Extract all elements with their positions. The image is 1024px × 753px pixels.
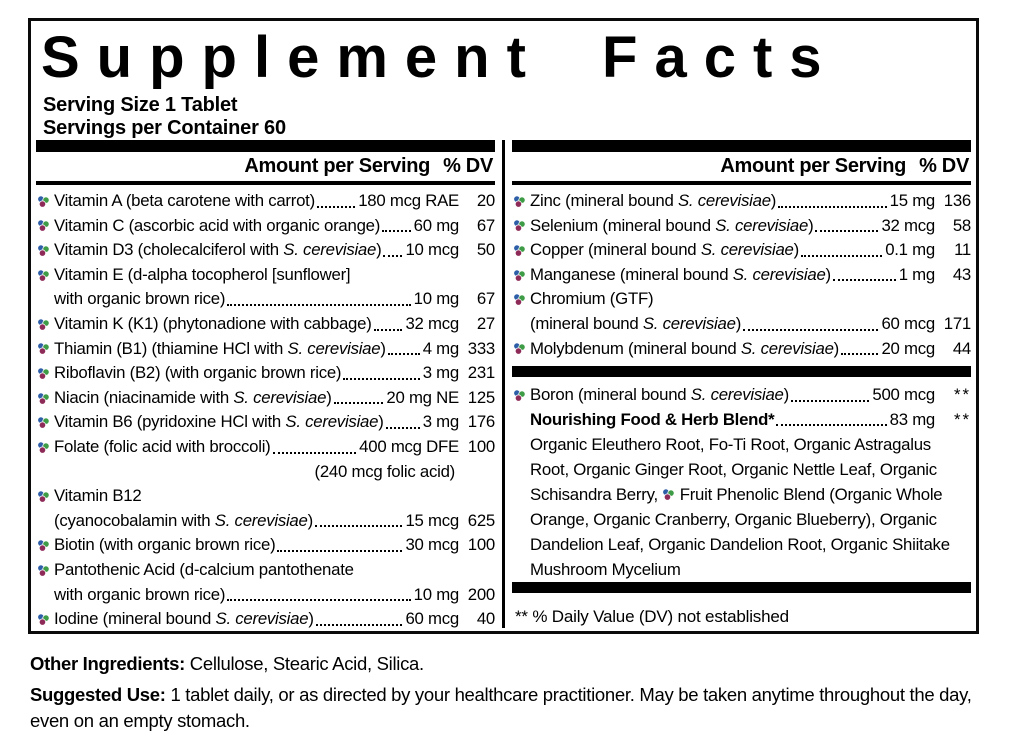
column-header: [512, 152, 971, 181]
dv-header: % DV: [919, 155, 969, 177]
dv-value: 176: [467, 412, 495, 432]
header-bar: [512, 140, 971, 152]
amount-value: 10 mg: [413, 289, 459, 309]
nutrient-name: with organic brown rice): [54, 584, 226, 604]
nutrient-row: [512, 337, 971, 362]
amount-value: 10 mcg: [405, 240, 459, 260]
dot-leader: [277, 550, 402, 552]
dv-value: 50: [476, 240, 495, 260]
brand-tricolor-icon: [37, 367, 50, 380]
dv-value: 100: [467, 436, 495, 456]
brand-tricolor-icon: [513, 269, 526, 282]
nutrient-row: [36, 361, 495, 386]
brand-tricolor-icon: [513, 342, 526, 355]
dot-leader: [388, 353, 420, 355]
nutrient-row: [512, 214, 971, 239]
suggested-use-text: 1 tablet daily, or as directed by your healthcare practitioner. May be taken anytime throughout the day, even on an empty stomach.: [30, 684, 972, 731]
dot-leader: [382, 230, 411, 232]
nutrient-column-right: [512, 140, 971, 628]
nutrient-name: Boron (mineral bound S. cerevisiae): [530, 385, 789, 405]
brand-tricolor-icon: [513, 219, 526, 232]
dv-value: 27: [476, 313, 495, 333]
dv-value: 67: [476, 289, 495, 309]
amount-value: 60 mcg: [881, 313, 935, 333]
other-ingredients-label: Other Ingredients:: [30, 653, 185, 674]
nutrient-row: [512, 383, 971, 408]
serving-info: [31, 94, 976, 141]
brand-tricolor-icon: [37, 318, 50, 331]
amount-value: 180 mcg RAE: [358, 191, 459, 210]
nutrient-name: Vitamin A (beta carotene with carrot): [54, 191, 315, 210]
nutrient-row: [36, 558, 495, 583]
nutrient-name: Niacin (niacinamide with S. cerevisiae): [54, 387, 332, 407]
nutrient-name: with organic brown rice): [54, 289, 226, 309]
servings-per-container: Servings per Container 60: [43, 117, 286, 140]
dot-leader: [315, 525, 403, 527]
nutrient-name: Iodine (mineral bound S. cerevisiae): [54, 609, 314, 629]
nutrient-name: Biotin (with organic brown rice): [54, 535, 276, 555]
dv-footnote: ** % Daily Value (DV) not established: [515, 607, 789, 627]
dv-header: % DV: [443, 155, 493, 177]
dv-value: 231: [467, 363, 495, 383]
bottom-notes: [30, 651, 978, 739]
supplement-facts-panel: [28, 18, 979, 634]
amount-value: 60 mcg: [405, 609, 459, 629]
amount-value: 83 mg: [889, 409, 935, 429]
nutrient-row: [36, 509, 495, 534]
brand-tricolor-icon: [513, 244, 526, 257]
nutrient-row: [512, 189, 971, 214]
dot-leader: [343, 378, 419, 380]
nutrient-row: [36, 484, 495, 509]
dot-leader: [334, 402, 384, 404]
nutrient-rows-right: [512, 188, 971, 631]
nutrient-row: [512, 408, 971, 433]
nutrient-row: [36, 189, 495, 214]
brand-tricolor-icon: [37, 416, 50, 429]
amount-value: 30 mcg: [405, 535, 459, 555]
dv-value: 136: [943, 191, 971, 210]
dv-value: 44: [952, 338, 971, 358]
dot-leader: [374, 329, 403, 331]
amount-value: 0.1 mg: [885, 240, 935, 260]
nutrient-name: Vitamin B6 (pyridoxine HCl with S. cerevisiae): [54, 412, 384, 432]
nutrient-name: Vitamin B12: [54, 486, 142, 506]
panel-title: Supplement Facts: [41, 25, 839, 90]
nutrient-row: [512, 312, 971, 337]
amount-value: 1 mg: [898, 264, 935, 284]
amount-value: 15 mcg: [405, 510, 459, 530]
nutrient-name: Riboflavin (B2) (with organic brown rice): [54, 363, 342, 383]
nutrient-row: [36, 214, 495, 239]
amount-value: 500 mcg: [872, 385, 935, 405]
nutrient-name: Chromium (GTF): [530, 289, 654, 309]
amount-value: 15 mg: [889, 191, 935, 210]
amount-value: 4 mg: [422, 338, 459, 358]
section-divider-bar: [512, 366, 971, 377]
brand-tricolor-icon: [37, 441, 50, 454]
nutrient-row: [36, 238, 495, 263]
dot-leader: [791, 400, 869, 402]
dv-value: 625: [467, 510, 495, 530]
other-ingredients: [30, 651, 978, 677]
amount-per-serving-header: Amount per Serving: [244, 155, 431, 177]
nutrient-name: (mineral bound S. cerevisiae): [530, 313, 742, 333]
dv-value: 333: [467, 338, 495, 358]
dot-leader: [776, 424, 886, 426]
brand-tricolor-icon: [37, 613, 50, 626]
nutrient-row: [512, 238, 971, 263]
brand-tricolor-icon: [662, 488, 675, 501]
nutrient-name: Vitamin K (K1) (phytonadione with cabbage): [54, 313, 372, 333]
suggested-use-label: Suggested Use:: [30, 684, 166, 705]
brand-tricolor-icon: [37, 564, 50, 577]
other-ingredients-text: Cellulose, Stearic Acid, Silica.: [189, 653, 424, 674]
nutrient-name: Zinc (mineral bound S. cerevisiae): [530, 191, 777, 210]
nutrient-subline: (240 mcg folic acid): [314, 461, 455, 481]
amount-value: 3 mg: [422, 363, 459, 383]
nutrient-row: [36, 410, 495, 435]
brand-tricolor-icon: [37, 392, 50, 405]
dot-leader: [383, 255, 402, 257]
nutrient-row: [512, 263, 971, 288]
dv-value: 67: [476, 215, 495, 235]
nutrient-row: [36, 607, 495, 632]
brand-tricolor-icon: [513, 389, 526, 402]
nutrient-row: [36, 287, 495, 312]
dot-leader: [227, 599, 410, 601]
nutrient-name: Selenium (mineral bound S. cerevisiae): [530, 215, 814, 235]
dv-value: 100: [467, 535, 495, 555]
dot-leader: [317, 206, 355, 208]
brand-tricolor-icon: [513, 293, 526, 306]
nutrient-name: Pantothenic Acid (d-calcium pantothenate: [54, 559, 354, 579]
dv-value: **: [953, 385, 971, 405]
nutrient-row: [36, 263, 495, 288]
header-rule: [512, 181, 971, 185]
dv-value: **: [953, 409, 971, 429]
nutrient-name: Thiamin (B1) (thiamine HCl with S. cerevisiae): [54, 338, 386, 358]
dot-leader: [386, 427, 420, 429]
brand-tricolor-icon: [37, 539, 50, 552]
serving-size: Serving Size 1 Tablet: [43, 94, 238, 116]
nutrient-row: [36, 533, 495, 558]
brand-tricolor-icon: [513, 195, 526, 208]
brand-tricolor-icon: [37, 490, 50, 503]
dv-value: 43: [952, 264, 971, 284]
nutrient-name: Molybdenum (mineral bound S. cerevisiae): [530, 338, 840, 358]
nutrient-column-left: [36, 140, 495, 628]
brand-tricolor-icon: [37, 244, 50, 257]
dot-leader: [227, 304, 410, 306]
brand-tricolor-icon: [37, 219, 50, 232]
nutrient-name: Manganese (mineral bound S. cerevisiae): [530, 264, 831, 284]
herb-blend-ingredients: Organic Eleuthero Root, Fo-Ti Root, Organic Astragalus Root, Organic Ginger Root, Organic Nettle Leaf, Organic Schisandra Berry, Fruit Phenolic Blend (Organic Whole Orange, Organic Cranberry, Organic Blueberry), Organic Dandelion Leaf, Organic Dandelion Root, Organic Shiitake Mushroom Mycelium: [530, 435, 950, 580]
amount-value: 20 mg NE: [386, 387, 459, 407]
dv-value: 11: [954, 240, 971, 260]
nutrient-row: [36, 583, 495, 608]
nutrient-name: Copper (mineral bound S. cerevisiae): [530, 240, 799, 260]
nutrient-row: [36, 337, 495, 362]
dot-leader: [778, 206, 886, 208]
brand-tricolor-icon: [37, 195, 50, 208]
dot-leader: [316, 624, 403, 626]
dot-leader: [801, 255, 882, 257]
amount-value: 60 mg: [413, 215, 459, 235]
header-rule: [36, 181, 495, 185]
nutrient-row: [36, 386, 495, 411]
dot-leader: [743, 329, 878, 331]
dv-value: 58: [952, 215, 971, 235]
amount-per-serving-header: Amount per Serving: [720, 155, 907, 177]
nutrient-row: [36, 312, 495, 337]
section-divider-bar: [512, 582, 971, 593]
header-bar: [36, 140, 495, 152]
column-header: [36, 152, 495, 181]
amount-value: 400 mcg DFE: [359, 436, 459, 456]
dv-value: 20: [476, 191, 495, 210]
dv-value: 200: [467, 584, 495, 604]
nutrient-name: Vitamin C (ascorbic acid with organic orange): [54, 215, 381, 235]
column-divider: [502, 140, 505, 628]
dot-leader: [841, 353, 878, 355]
brand-tricolor-icon: [37, 269, 50, 282]
dv-value: 125: [467, 387, 495, 407]
nutrient-table: [36, 140, 971, 628]
nutrient-name: Nourishing Food & Herb Blend*: [530, 409, 775, 429]
nutrient-name: Folate (folic acid with broccoli): [54, 436, 271, 456]
dv-value: 171: [943, 313, 971, 333]
amount-value: 10 mg: [413, 584, 459, 604]
brand-tricolor-icon: [37, 342, 50, 355]
dot-leader: [833, 279, 896, 281]
nutrient-row: [512, 287, 971, 312]
amount-value: 3 mg: [422, 412, 459, 432]
amount-value: 32 mcg: [405, 313, 459, 333]
dv-value: 40: [476, 609, 495, 629]
nutrient-name: (cyanocobalamin with S. cerevisiae): [54, 510, 313, 530]
nutrient-name: Vitamin E (d-alpha tocopherol [sunflower]: [54, 264, 351, 284]
dot-leader: [815, 230, 878, 232]
amount-value: 20 mcg: [881, 338, 935, 358]
suggested-use: [30, 682, 978, 734]
amount-value: 32 mcg: [881, 215, 935, 235]
dot-leader: [273, 452, 357, 454]
nutrient-row: [36, 435, 495, 460]
nutrient-rows-left: [36, 188, 495, 632]
nutrient-name: Vitamin D3 (cholecalciferol with S. cerevisiae): [54, 240, 382, 260]
